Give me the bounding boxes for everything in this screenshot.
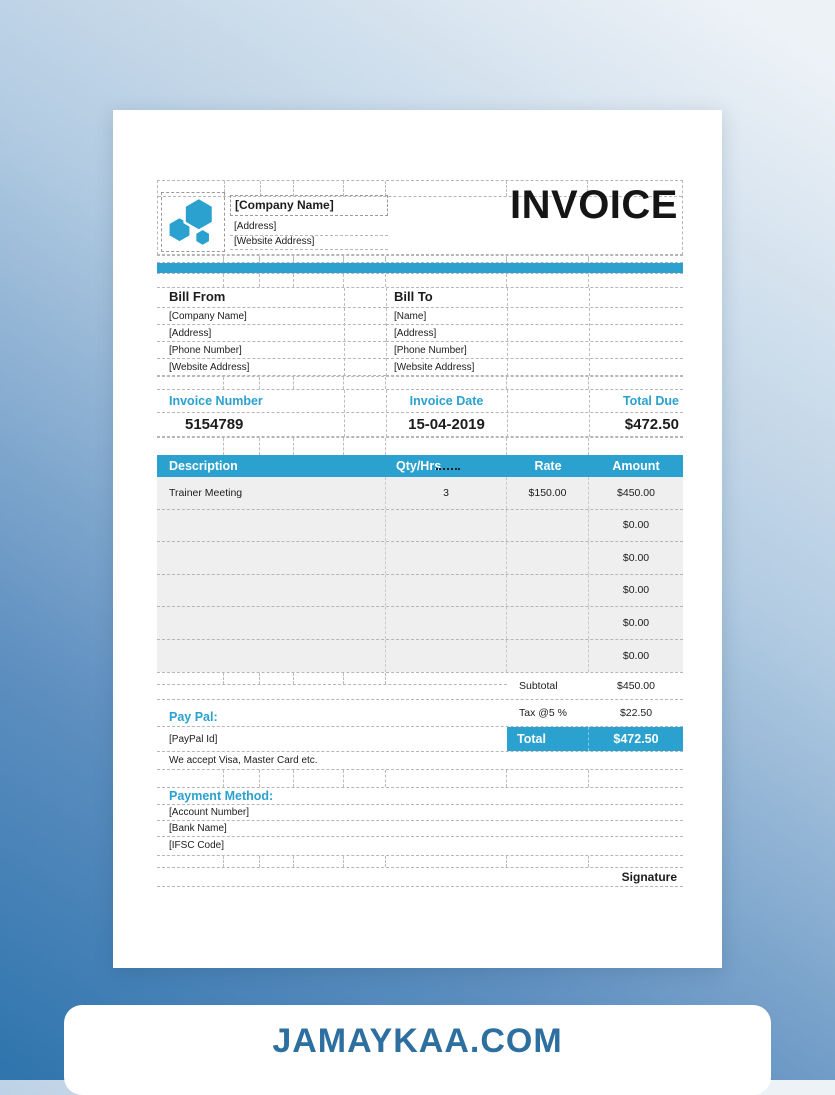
invoice-number-value: 5154789 [185,416,244,433]
total-due-value: $472.50 [624,416,679,433]
grid-filler-cell [589,856,683,867]
invoice-title: INVOICE [510,183,678,227]
invoice-date-label: Invoice Date [409,394,484,408]
bill-from-website: [Website Address] [157,359,386,376]
payment-method-block [157,805,683,856]
cell-description [157,575,386,607]
gridline [507,390,508,437]
grid-filler-cell [294,673,344,684]
signature-label: Signature [157,868,683,887]
grid-filler-row [157,255,683,263]
table-row [157,607,683,640]
grid-filler-cell [344,274,386,287]
subtotal-row [157,672,683,700]
total-label: Total [507,727,589,751]
grid-filler-cell [157,274,224,287]
grid-filler-cell [294,770,344,787]
website-banner [64,1005,771,1095]
cell-qty: 3 [386,477,507,509]
total-bar [507,727,683,751]
grid-filler-cell [157,856,224,867]
invoice-sheet [157,180,683,887]
grid-filler-cell [157,377,224,389]
meta-values-row [157,413,683,437]
grid-filler-cell [344,770,386,787]
table-row [157,542,683,575]
grid-filler-row [157,273,683,288]
grid-filler-cell [589,770,683,787]
account-number: [Account Number] [157,805,683,821]
cell-qty [386,607,507,639]
tax-value: $22.50 [619,707,653,719]
grid-filler-cell [224,673,260,684]
grid-filler-cell [386,256,507,262]
cell-amount: $0.00 [622,519,650,532]
grid-filler-row [157,437,683,455]
company-website-cell: [Website Address] [230,236,388,250]
total-row [157,727,683,752]
grid-filler-cell [589,274,683,287]
grid-filler-cell [344,181,386,196]
cell-rate: $150.00 [507,477,589,509]
invoice-date-value: 15-04-2019 [408,416,485,433]
grid-filler-cell [157,770,224,787]
grid-filler-cell [157,673,224,684]
tax-row [157,700,683,727]
bill-from-company: [Company Name] [157,308,386,325]
header-description: Description [169,459,238,473]
grid-filler-cell [224,770,260,787]
meta-labels-row [157,390,683,413]
billing-section [157,288,683,376]
payment-method-heading: Payment Method: [157,788,683,805]
bill-to-block [386,288,683,376]
cell-qty [386,575,507,607]
grid-filler-cell [344,256,386,262]
grid-filler-cell [507,770,589,787]
table-row [157,477,683,510]
cell-qty [386,510,507,542]
cell-rate [507,542,589,574]
bill-to-name: [Name] [386,308,683,325]
hexagon-logo-icon [164,195,222,249]
table-row [157,640,683,673]
grid-filler-cell [294,274,344,287]
invoice-page [113,110,722,968]
items-table-body [157,477,683,672]
subtotal-value: $450.00 [617,680,655,692]
grid-filler-cell [386,181,507,196]
cell-description [157,542,386,574]
grid-filler-cell [224,274,260,287]
payment-note: We accept Visa, Master Card etc. [157,752,683,770]
company-address-cell: [Address] [230,221,388,236]
grid-filler-cell [294,181,344,196]
cell-amount: $450.00 [617,486,655,499]
grid-filler-row [157,376,683,390]
header-band [157,180,683,255]
grid-filler-cell [386,274,507,287]
grid-filler-cell [589,438,683,455]
subtotal-left-filler [157,673,507,699]
cell-rate [507,607,589,639]
subtotal-label: Subtotal [519,680,558,692]
grid-filler-cell [294,256,344,262]
grid-filler-cell [386,856,507,867]
grid-filler-cell [344,438,386,455]
grid-filler-cell [260,856,294,867]
grid-filler-cell [294,856,344,867]
cell-amount: $0.00 [622,649,650,662]
grid-filler-cell [589,256,683,262]
total-due-label: Total Due [622,394,679,408]
cell-description: Trainer Meeting [157,477,386,509]
spellcheck-squiggle [436,468,460,470]
grid-filler-cell [344,673,386,684]
grid-filler-row [157,770,683,788]
cell-qty [386,542,507,574]
grid-filler-cell [344,856,386,867]
cell-rate [507,510,589,542]
grid-filler-cell [386,673,507,684]
grid-filler-cell [224,256,260,262]
grid-filler-cell [386,438,507,455]
cell-rate [507,575,589,607]
table-row [157,575,683,608]
cell-description [157,607,386,639]
cell-description [157,640,386,673]
cell-amount: $0.00 [622,584,650,597]
grid-filler-cell [224,438,260,455]
grid-filler-cell [260,377,294,389]
items-table-header [157,455,683,477]
tax-label: Tax @5 % [519,707,568,719]
bill-from-heading: Bill From [157,288,386,308]
bill-from-phone: [Phone Number] [157,342,386,359]
bill-to-phone: [Phone Number] [386,342,683,359]
grid-filler-cell [261,181,295,196]
grid-filler-row [157,856,683,868]
cell-amount: $0.00 [622,551,650,564]
grid-filler-cell [260,770,294,787]
grid-filler-cell [507,256,589,262]
paypal-id: [PayPal Id] [169,733,218,745]
grid-filler-cell [507,274,589,287]
bank-name: [Bank Name] [157,821,683,837]
cell-amount: $0.00 [622,616,650,629]
invoice-number-label: Invoice Number [169,394,263,408]
grid-filler-cell [157,256,224,262]
total-value: $472.50 [613,732,659,746]
grid-filler-cell [260,673,294,684]
cell-rate [507,640,589,673]
grid-filler-cell [507,377,589,389]
bill-to-address: [Address] [386,325,683,342]
grid-filler-cell [589,377,683,389]
company-name-cell: [Company Name] [230,195,388,216]
accent-divider-bar [157,263,683,273]
invoice-meta-section [157,390,683,437]
company-logo [161,192,225,252]
gridline [589,390,590,437]
bill-from-address: [Address] [157,325,386,342]
grid-filler-cell [224,856,260,867]
gridline [344,390,345,437]
ifsc-code: [IFSC Code] [157,837,683,856]
bill-from-block [157,288,386,376]
bill-to-heading: Bill To [386,288,683,308]
paypal-heading: Pay Pal: [169,710,218,724]
header-rate: Rate [534,459,562,473]
grid-filler-cell [507,856,589,867]
grid-filler-cell [344,377,386,389]
cell-description [157,510,386,542]
header-qty-hrs: Qty/Hrs [386,459,507,473]
grid-filler-cell [260,274,294,287]
grid-filler-cell [507,438,589,455]
grid-filler-cell [260,438,294,455]
bill-to-website: [Website Address] [386,359,683,376]
table-row [157,510,683,543]
grid-filler-cell [386,770,507,787]
grid-filler-cell [294,438,344,455]
header-amount: Amount [612,459,660,473]
grid-filler-cell [294,377,344,389]
website-banner-text: JAMAYKAA.COM [272,1022,563,1060]
grid-filler-row [157,673,507,685]
grid-filler-cell [224,377,260,389]
grid-filler-cell [260,256,294,262]
grid-filler-cell [157,438,224,455]
grid-filler-cell [225,181,261,196]
grid-filler-cell [386,377,507,389]
cell-qty [386,640,507,673]
gridline [386,390,387,437]
